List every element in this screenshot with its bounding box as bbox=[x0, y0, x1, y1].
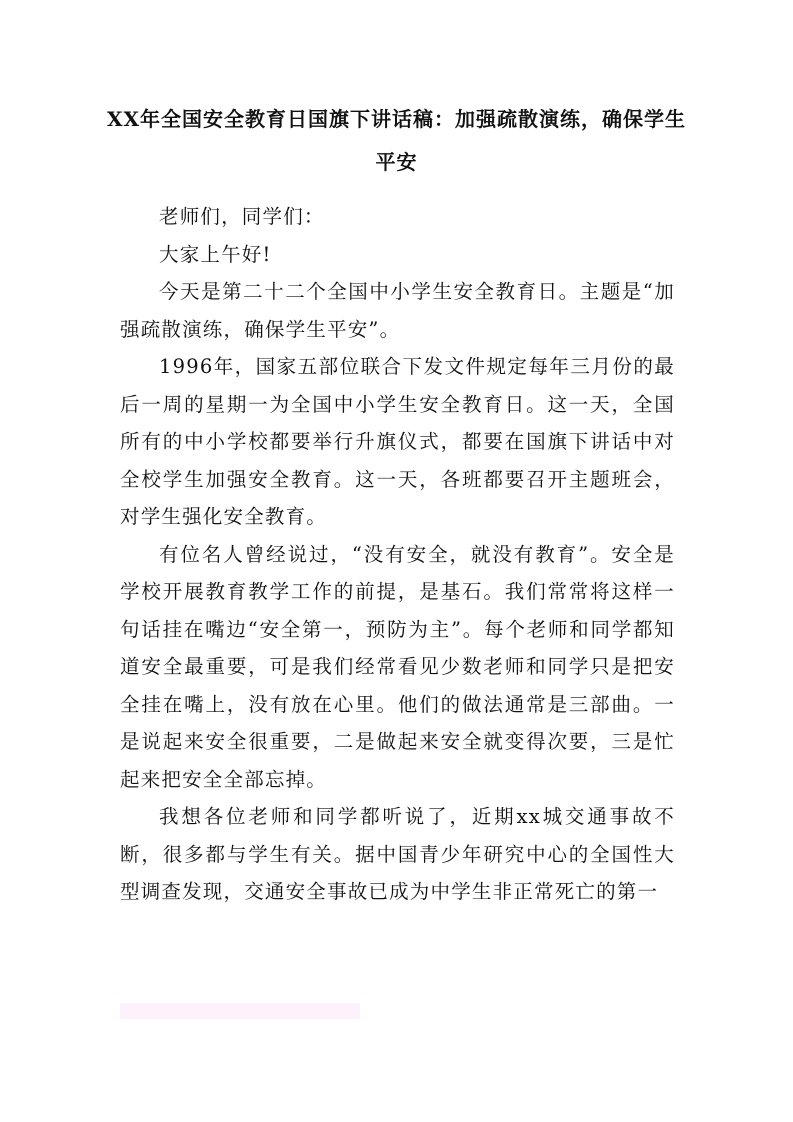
document-body bbox=[120, 198, 675, 911]
paragraph-theme: 今天是第二十二个全国中小学生安全教育日。主题是“加强疏散演练，确保学生平安”。 bbox=[120, 280, 675, 341]
paragraph-traffic-accidents: 我想各位老师和同学都听说了，近期xx城交通事故不断，很多都与学生有关。据中国青少年研究中心的全国性大型调查发现，交通安全事故已成为中学生非正常死亡的第一 bbox=[120, 805, 675, 903]
faded-watermark-strip bbox=[120, 1003, 360, 1019]
document-title: XX年全国安全教育日国旗下讲话稿：加强疏散演练，确保学生平安 bbox=[106, 107, 687, 174]
paragraph-salutation: 大家上午好! bbox=[159, 242, 272, 266]
paragraph-greeting: 老师们，同学们： bbox=[159, 205, 325, 228]
paragraph-safety-importance: 有位名人曾经说过，“没有安全，就没有教育”。安全是学校开展教育教学工作的前提，是基石。我们常常将这样一句话挂在嘴边“安全第一，预防为主”。每个老师和同学都知道安全最重要，可是我们经常看见少数老师和同学只是把安全挂在嘴上，没有放在心里。他们的做法通常是三部曲。一是说起来安全很重要，二是做起来安全就变得次要，三是忙起来把安全全部忘掉。 bbox=[120, 542, 675, 791]
paragraph-history: 1996年，国家五部位联合下发文件规定每年三月份的最后一周的星期一为全国中小学生安全教育日。这一天，全国所有的中小学校都要举行升旗仪式，都要在国旗下讲话中对全校学生加强安全教育。这一天，各班都要召开主题班会，对学生强化安全教育。 bbox=[120, 355, 675, 528]
